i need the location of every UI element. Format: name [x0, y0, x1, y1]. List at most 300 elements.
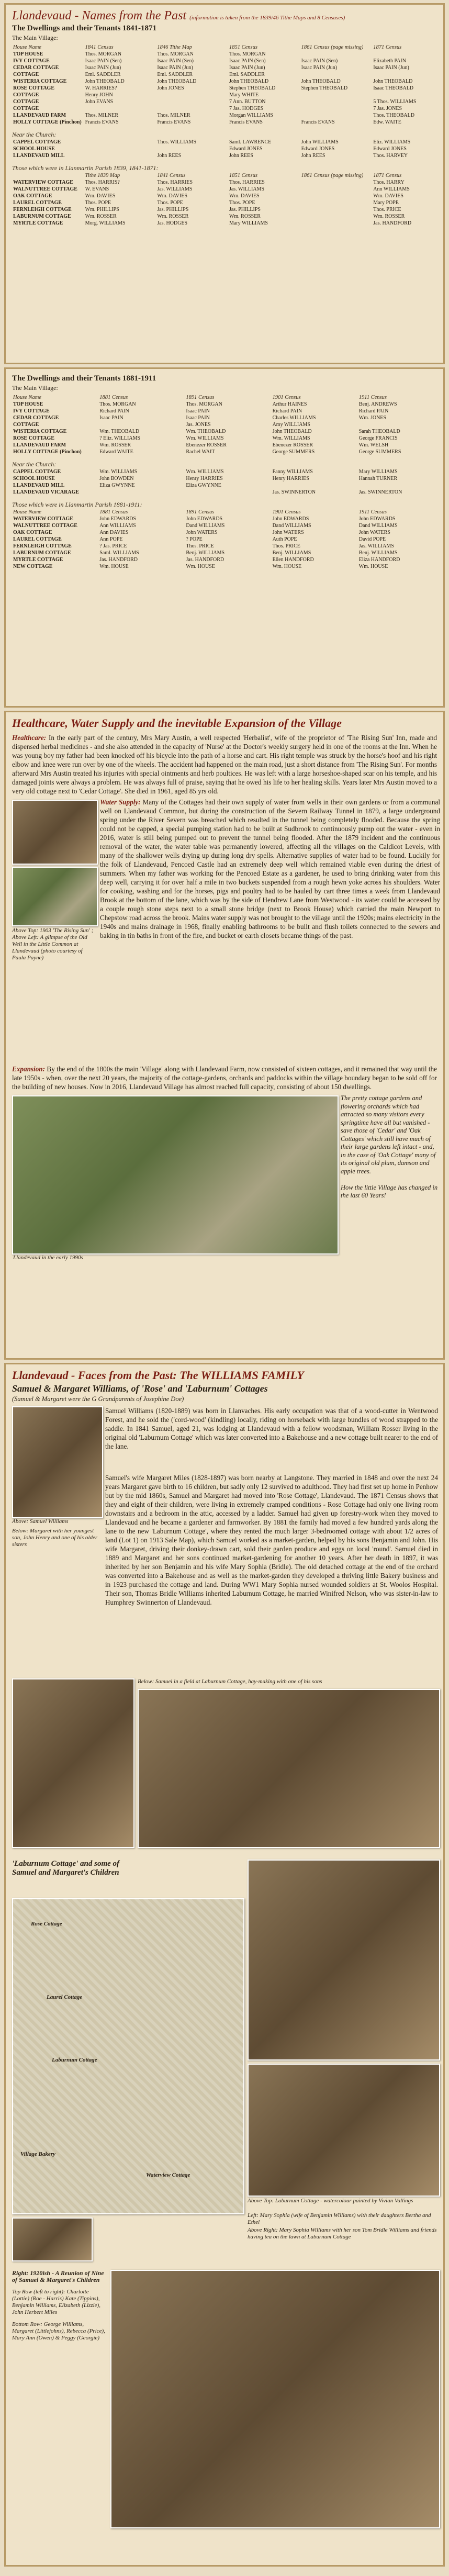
column-header: 1861 Census (page missing) [301, 44, 364, 50]
table-cell: SCHOOL HOUSE [13, 146, 55, 152]
reunion-title: Right: 1920ish - A Reunion of Nine of Samuel & Margaret's Children [12, 2269, 104, 2283]
table-row [12, 550, 444, 556]
table-cell: ? POPE [186, 536, 203, 542]
tea-caption: Above Right: Mary Sophia Williams with her son Tom Bridle Williams and friends having tea on the lawn at Laburnum Cottage [248, 2227, 437, 2240]
table-cell [300, 193, 373, 199]
dwellings-1841-title: The Dwellings and their Tenants 1841-1871 [12, 24, 157, 32]
haymaking-caption: Below: Samuel in a field at Laburnum Cottage, hay-making with one of his sons [138, 1678, 322, 1685]
table-row [12, 408, 444, 415]
table-header-row [12, 44, 444, 51]
column-header: 1901 Census [272, 395, 301, 400]
tenants-1881-table [12, 394, 444, 455]
table-cell: CEDAR COTTAGE [13, 415, 59, 421]
table-cell: Wm. HOUSE [358, 564, 388, 569]
table-cell: Isaac PAIN [99, 415, 124, 421]
table-cell [84, 105, 156, 112]
llanmartin-label-2: Those which were in Llanmartin Parish 1881-1911: [12, 501, 142, 508]
table-row [12, 468, 444, 475]
table-cell: Eml. SADDLER [229, 72, 265, 77]
names-title [6, 5, 443, 23]
table-cell: John WATERS [358, 530, 390, 535]
table-cell: WISTERIA COTTAGE [13, 429, 67, 434]
table-cell: John WATERS [186, 530, 218, 535]
table-row [12, 78, 444, 85]
table-cell: Thos. MILNER [85, 113, 118, 118]
gardens-paragraph [341, 1094, 438, 1200]
table-cell: Fanny WILLIAMS [272, 469, 313, 475]
table-cell [300, 112, 373, 119]
column-header: 1881 Census [99, 509, 128, 515]
table-cell: ROSE COTTAGE [13, 85, 54, 91]
table-cell [300, 179, 373, 186]
margaret-paragraph [105, 1473, 438, 1607]
laurel-cottage-label: Laurel Cottage [47, 1994, 83, 2000]
column-header: 1881 Census [99, 395, 128, 400]
table-header-row [12, 394, 444, 401]
waterview-cottage-label: Waterview Cottage [146, 2172, 190, 2178]
names-title-text: Llandevaud - Names from the Past [12, 9, 187, 23]
table-cell: Eml. SADDLER [157, 72, 193, 77]
table-cell: Francis EVANS [229, 119, 263, 125]
table-cell: Wm. THEOBALD [99, 429, 140, 434]
table-cell: Thos. PRICE [373, 207, 401, 212]
table-cell: LLANDEVAUD VICARAGE [13, 489, 80, 495]
healthcare-lead: Healthcare: [12, 734, 47, 742]
table-cell: Benj. WILLIAMS [186, 550, 225, 556]
expansion-text: By the end of the 1800s the main 'Village' along with Llandevaud Farm, now consisted of sixteen cottages, and it remained that way until the late 1950s - when, over the next 20 years, the majority of the cottage-gardens, orchards and paddocks within the village boundary began to be sold off for the building of new houses. Now in 2016, Llandevaud Village has almost reached full capacity, consisting of about 150 dwellings. [12, 1065, 437, 1091]
table-cell: W. HARRIES? [85, 85, 117, 91]
table-cell: Thos. MORGAN [99, 401, 136, 407]
healthcare-section [4, 711, 445, 1360]
table-row [12, 536, 444, 543]
table-cell: Richard PAIN [272, 408, 302, 414]
table-cell: Thos. POPE [85, 200, 111, 206]
samuel-text: Samuel Williams (1820-1889) was born in Llanvaches. His early occupation was that of a wood-cutter in Wentwood Forest, and he sold the ('cord-wood' (kindling) locally, riding on horseback with large bundles of wood strapped to the saddle. In 1841 Samuel, aged 21, was lodging at Llandevaud with a fellow woodsman, William Rosser living in the original old 'Laburnum Cottage' which was later converted into a Bakehouse and a new cottage built nearer to the end of the lane. [105, 1407, 438, 1450]
table-cell: FERNLEIGH COTTAGE [13, 543, 72, 549]
table-cell [372, 51, 444, 58]
table-cell [98, 421, 185, 428]
table-cell: Jas. HODGES [157, 220, 188, 226]
table-cell: Isaac PAIN (Jun) [157, 65, 193, 71]
table-cell: Richard PAIN [358, 408, 389, 414]
table-cell: CAPPEL COTTAGE [13, 469, 61, 475]
table-cell: 7 Jas. HODGES [229, 106, 264, 111]
table-cell [156, 98, 228, 105]
table-row [12, 206, 444, 213]
names-1881-1911-section [4, 367, 445, 708]
table-cell: Thos. MORGAN [229, 51, 266, 57]
table-cell: Stephen THEOBALD [229, 85, 276, 91]
table-cell [156, 92, 228, 98]
table-cell: Amy WILLIAMS [272, 422, 310, 428]
table-cell: Jas. HANDFORD [373, 220, 412, 226]
table-cell: John REES [157, 153, 182, 159]
column-header: 1891 Census [186, 395, 215, 400]
map-title: 'Laburnum Cottage' and some of Samuel and Margaret's Children [12, 1860, 120, 1877]
table-cell: Henry HARRIES [186, 476, 223, 481]
table-row [12, 442, 444, 449]
table-cell: CAPPEL COTTAGE [13, 139, 61, 145]
laburnum-block [6, 1856, 443, 2265]
table-cell: IVY COTTAGE [13, 408, 50, 414]
table-cell: COTTAGE [13, 106, 39, 111]
column-header: 1891 Census [186, 509, 215, 515]
rising-sun-photo [12, 800, 98, 865]
table-cell: LLANDEVAUD MILL [13, 153, 65, 159]
near-church-label: Near the Church: [12, 131, 57, 138]
table-cell: David POPE [358, 536, 386, 542]
table-cell: NEW COTTAGE [13, 564, 53, 569]
table-cell: Dand WILLIAMS [186, 523, 225, 529]
table-cell: Wm. WELSH [358, 442, 389, 448]
water-text: Many of the Cottages had their own supply of water from wells in their own gardens or from a communal well on Llandevaud Common, but during the construction of the Severn Railway Tunnel in 1879, a large underground spring under the River Severn was breached which resulted in the tunnel being completely flooded. Because the spring could not be capped, a special pumping station had to be built at Sudbrook to continuously pump out the water - even in 2016, water is still being pumped out to prevent the tunnel being flooded. After the 1879 incident and the continuous removal of the water, the water table was permanently lowered, affecting all the villages on the Caldicot Levels, with many of the shallower wells drying up during long dry spells. Alternative supplies of water had to be found. Luckily for the folk of Llandevaud, Pencoed Castle had an extremely deep well which remained viable even during the driest of summers. When my father was working for the Pencoed Estate as a gardener, he used to bring drinking water from this deep well, carrying it for over half a mile in two buckets suspended from a rough hewn yoke across his shoulders. Water for cooking, washing and for the horses, pigs and poultry had to be hauled by cart three times a week from Llandevaud Brook at the bottom of the lane, which was by the side of Hendrew Lane from Westwood - its water could be accessed by a couple rough stone steps next to a small stone bridge (next to Brook House) which carried the main Newport to Chepstow road across the brook. Mains water supply was not brought to the village until the 1920s; mains electricity in the 1940s and mains drainage in 1968, finally enabling bathrooms to be built and flush toilets connected to the sewers and baking in tin baths in front of the fire, and bucket or earth closets became things of the past. [100, 798, 441, 939]
table-cell: Jas. WILLIAMS [157, 186, 193, 192]
table-cell: Edward JONES [301, 146, 335, 152]
table-cell: Thos. PRICE [272, 543, 300, 549]
margaret-caption: Below: Margaret with her youngest son, John Henry and one of his older sisters [12, 1528, 98, 1548]
table-cell: Wm. WILLIAMS [99, 469, 138, 475]
table-cell: Isaac PAIN (Jun) [373, 65, 409, 71]
table-cell: Ellen HANDFORD [272, 557, 314, 563]
table-cell: WALNUTTREE COTTAGE [13, 186, 77, 192]
healthcare-text: In the early part of the century, Mrs Mary Austin, a well respected 'Herbalist', wife of the proprietor of 'The Rising Sun' Inn, made and dispensed herbal medicines - and she also attended in the capacity of 'Nurse' at the Doctor's weekly surgery held in one of the rooms at the Inn. When he was young boy my father had been knocked off his bicycle into the path of a horse and cart. His right temple was struck by the horse's hoof and his right elbow and knee were run over by one of the wheels. The accident had happened on the main road, just a short distance from 'The Rising Sun'. For months afterward Mrs Austin treated his injuries with special ointments and herb poultices. He was left with a large horseshoe-shaped scar on his temple, and his damaged joints were always a problem. He was always full of praise, saying that he owed his life to her healing skills. Years later Mrs Austin moved to a very old cottage next to 'Cedar Cottage'. She died in 1961, aged 85 yrs old. [12, 734, 437, 795]
reunion-top-row: Top Row (left to right): Charlotte (Lottie) (Roe - Harris) Kate (Tippins), Benjamin Williams, Elizabeth (Lizzie), John Herbert Miles [12, 2289, 100, 2315]
table-cell: COTTAGE [13, 92, 39, 98]
village-bakery-label: Village Bakery [20, 2151, 55, 2157]
table-cell: LLANDEVAUD FARM [13, 113, 66, 118]
dwellings-1881-title: The Dwellings and their Tenants 1881-1911 [12, 374, 156, 383]
table-cell: WISTERIA COTTAGE [13, 79, 67, 84]
table-cell: John EDWARDS [272, 516, 309, 522]
table-cell: John THEOBALD [272, 429, 312, 434]
table-cell: Jas. WILLIAMS [229, 186, 264, 192]
table-cell: John EDWARDS [186, 516, 223, 522]
table-cell: Wm. WILLIAMS [186, 435, 224, 441]
table-cell [84, 152, 156, 159]
table-cell: Francis EVANS [301, 119, 335, 125]
table-row [12, 449, 444, 455]
church-1841-table [12, 139, 444, 159]
column-header: 1841 Census [157, 173, 186, 178]
table-cell: Dand WILLIAMS [272, 523, 311, 529]
table-cell: Thos. MILNER [157, 113, 190, 118]
table-cell: Ann WILLIAMS [99, 523, 136, 529]
table-cell: Morgan WILLIAMS [229, 113, 273, 118]
table-cell: SCHOOL HOUSE [13, 476, 55, 481]
table-row [12, 522, 444, 529]
table-cell: Ebenezer ROSSER [272, 442, 313, 448]
table-cell: OAK COTTAGE [13, 530, 52, 535]
table-cell: Hannah TURNER [358, 476, 398, 481]
table-row [12, 139, 444, 145]
table-cell: WATERVIEW COTTAGE [13, 516, 73, 522]
table-cell: Thos. HARRIS? [85, 180, 120, 185]
column-header: 1851 Census [229, 44, 257, 50]
table-row [12, 51, 444, 58]
column-header: 1911 Census [358, 395, 387, 400]
table-cell: Benj. WILLIAMS [358, 550, 398, 556]
family-title: Llandevaud - Faces from the Past: The WILLIAMS FAMILY [12, 1369, 304, 1382]
table-cell: HOLLY COTTAGE (Pinchon) [13, 449, 82, 455]
table-cell: Saml. WILLIAMS [99, 550, 139, 556]
table-cell: Thos. THEOBALD [373, 113, 414, 118]
table-row [12, 92, 444, 98]
table-cell: W. EVANS [85, 186, 109, 192]
column-header: 1871 Census [373, 173, 402, 178]
table-cell: CEDAR COTTAGE [13, 65, 59, 71]
table-cell: 7 Ann. BUTTON [229, 99, 266, 105]
table-cell: Jas. HANDFORD [99, 557, 138, 563]
table-cell: Morg. WILLIAMS [85, 220, 126, 226]
table-cell: Thos. MORGAN [157, 51, 194, 57]
table-row [12, 435, 444, 442]
table-cell [98, 489, 185, 496]
table-cell: Thos. HARRY [373, 180, 405, 185]
table-row [12, 543, 444, 550]
column-header: 1911 Census [358, 509, 387, 515]
reunion-photo [110, 2270, 440, 2528]
table-cell: ROSE COTTAGE [13, 435, 54, 441]
table-row [12, 58, 444, 64]
table-cell: Sarah THEOBALD [358, 429, 400, 434]
column-header: Tithe 1839 Map [85, 173, 120, 178]
mary-sophia-daughters-photo [12, 2217, 93, 2261]
llanmartin-1881-table [12, 509, 444, 570]
table-cell [185, 489, 271, 496]
table-cell: Dand WILLIAMS [358, 523, 398, 529]
table-row [12, 556, 444, 563]
table-cell [300, 206, 373, 213]
table-cell: Rachel WAIT [186, 449, 215, 455]
table-cell: Thos. MORGAN [186, 401, 222, 407]
names-title-note: (information is taken from the 1839/46 Tithe Maps and 8 Censuses) [189, 15, 345, 21]
margaret-photo [12, 1678, 134, 1848]
table-cell: Thos. HARVEY [373, 153, 408, 159]
table-cell [300, 220, 373, 227]
table-cell: Isaac PAIN (Sen) [229, 58, 266, 64]
expansion-paragraph [6, 1063, 443, 1092]
table-cell: Wm. ROSSER [229, 214, 261, 219]
table-cell: Isaac PAIN (Jun) [85, 65, 121, 71]
table-cell: OAK COTTAGE [13, 193, 52, 199]
family-subtitle: Samuel & Margaret Williams, of 'Rose' and 'Laburnum' Cottages [12, 1383, 268, 1394]
table-cell: John WILLIAMS [301, 139, 339, 145]
column-header: House Name [13, 44, 41, 50]
table-cell: Isaac PAIN [186, 415, 210, 421]
laburnum-watercolour [248, 1860, 440, 2060]
table-cell: WALNUTTREE COTTAGE [13, 523, 77, 529]
tenants-1841-table [12, 44, 444, 126]
llanmartin-label: Those which were in Llanmartin Parish 1839, 1841-1871: [12, 164, 159, 172]
table-row [12, 179, 444, 186]
table-cell: Jas. SWINNERTON [272, 489, 316, 495]
table-row [12, 475, 444, 482]
table-row [12, 516, 444, 522]
table-cell: Thos. POPE [229, 200, 255, 206]
table-cell [372, 71, 444, 78]
church-1881-table [12, 468, 444, 496]
table-cell: COTTAGE [13, 422, 39, 428]
table-row [12, 186, 444, 193]
table-cell: John WATERS [272, 530, 304, 535]
table-cell: Thos. POPE [157, 200, 183, 206]
expansion-lead: Expansion: [12, 1065, 46, 1073]
table-row [12, 199, 444, 206]
table-row [12, 119, 444, 126]
table-cell: Elizabeth PAIN [373, 58, 406, 64]
main-village-label: The Main Village: [12, 34, 58, 41]
table-cell [156, 145, 228, 152]
table-cell: Edward JONES [229, 146, 263, 152]
table-cell [300, 213, 373, 220]
table-cell: Arthur HAINES [272, 401, 307, 407]
water-block [6, 797, 443, 1043]
column-header: 1861 Census (page missing) [301, 173, 364, 178]
table-cell: Eliza GWYNNE [186, 483, 221, 488]
table-cell: Thos. HARRIES [157, 180, 193, 185]
table-cell: Mary POPE [373, 200, 399, 206]
table-row [12, 213, 444, 220]
table-cell: Isaac THEOBALD [373, 85, 414, 91]
table-cell: Wm. ROSSER [99, 442, 131, 448]
table-cell: Wm. PHILLIPS [85, 207, 119, 212]
llanmartin-1841-table [12, 172, 444, 227]
table-cell: Richard PAIN [99, 408, 129, 414]
table-cell: Wm. HOUSE [186, 564, 215, 569]
table-header-row [12, 509, 444, 516]
table-row [12, 85, 444, 92]
table-cell [372, 92, 444, 98]
table-cell: George FRANCIS [358, 435, 398, 441]
table-cell: John THEOBALD [157, 79, 197, 84]
table-cell [84, 145, 156, 152]
table-row [12, 220, 444, 227]
table-row [12, 489, 444, 496]
table-cell: Eliza GWYNNE [99, 483, 135, 488]
main-village-label-2: The Main Village: [12, 384, 58, 391]
table-cell: Charles WILLIAMS [272, 415, 316, 421]
table-cell: MYRTLE COTTAGE [13, 557, 63, 563]
column-header: 1841 Census [85, 44, 114, 50]
table-cell: John EDWARDS [99, 516, 136, 522]
table-cell: Stephen THEOBALD [301, 85, 348, 91]
table-cell: Isaac PAIN [186, 408, 210, 414]
table-cell: John EDWARDS [358, 516, 396, 522]
table-cell: John REES [229, 153, 253, 159]
healthcare-title: Healthcare, Water Supply and the inevitable Expansion of the Village [12, 716, 342, 730]
table-row [12, 152, 444, 159]
samuel-paragraph [105, 1406, 438, 1451]
table-cell: Ann POPE [99, 536, 123, 542]
samuel-caption: Above: Samuel Williams [12, 1518, 69, 1525]
table-cell: Ann WILLIAMS [373, 186, 410, 192]
table-row [12, 415, 444, 421]
table-cell: John JONES [157, 85, 184, 91]
table-cell [272, 482, 358, 489]
watercolour-caption: Above Top: Laburnum Cottage - watercolour painted by Vivian Vallings [248, 2198, 413, 2204]
column-header: 1846 Tithe Map [157, 44, 192, 50]
table-cell: Wm. WILLIAMS [186, 469, 224, 475]
table-cell: Wm. HOUSE [272, 564, 302, 569]
reunion-caption-box [12, 2270, 106, 2342]
table-cell: Mary WILLIAMS [358, 469, 398, 475]
table-cell: TOP HOUSE [13, 51, 43, 57]
column-header: 1901 Census [272, 509, 301, 515]
williams-family-section [4, 1363, 445, 2567]
table-cell: John REES [301, 153, 325, 159]
column-header: House Name [13, 509, 41, 515]
table-cell: WATERVIEW COTTAGE [13, 180, 73, 185]
haymaking-photo [138, 1689, 440, 1848]
table-cell: Eliza HANDFORD [358, 557, 400, 563]
village-map [12, 1898, 244, 2214]
table-cell: Eml. SADDLER [85, 72, 121, 77]
table-cell: LABURNUM COTTAGE [13, 214, 71, 219]
expansion-block [6, 1092, 443, 1265]
table-cell [84, 139, 156, 145]
table-row [12, 529, 444, 536]
table-cell: Auth POPE [272, 536, 297, 542]
table-cell: Wm. JONES [358, 415, 386, 421]
table-cell: John THEOBALD [85, 79, 125, 84]
table-cell [300, 105, 373, 112]
tea-lawn-photo [248, 2064, 440, 2197]
names-1841-1871-section [4, 3, 445, 364]
table-cell [358, 421, 444, 428]
table-cell: Benj. ANDREWS [358, 401, 397, 407]
table-cell: TOP HOUSE [13, 401, 43, 407]
table-cell: Thos. MORGAN [85, 51, 122, 57]
table-cell: Jas. JONES [186, 422, 211, 428]
table-cell [300, 199, 373, 206]
table-row [12, 105, 444, 112]
laburnum-cottage-label: Laburnum Cottage [52, 2057, 97, 2063]
changed-text: How the little Village has changed in the last 60 Years! [341, 1183, 438, 1199]
table-cell: Francis EVANS [157, 119, 191, 125]
table-cell: George SUMMERS [358, 449, 401, 455]
table-cell: Wm. HOUSE [99, 564, 129, 569]
table-cell [300, 186, 373, 193]
table-cell: Ann DAVIES [99, 530, 129, 535]
table-cell: Henry HARRIES [272, 476, 309, 481]
table-cell: Isaac PAIN (Jun) [301, 65, 338, 71]
table-cell: Henry JOHN [85, 92, 113, 98]
table-cell: Wm. THEOBALD [186, 429, 226, 434]
table-row [12, 401, 444, 408]
table-cell: Thos. WILLIAMS [157, 139, 197, 145]
gardens-text: The pretty cottage gardens and flowering orchards which had attracted so many visitors every springtime have all but vanished - save those of 'Cedar' and 'Oak Cottages' which still have much of their large gardens left intact - and, in the case of 'Oak Cottage' many of its original old plum, damson and apple trees. [341, 1094, 436, 1175]
table-row [12, 428, 444, 435]
column-header [12, 172, 84, 179]
column-header: 1871 Census [373, 44, 402, 50]
table-cell: Jas. PHILLIPS [229, 207, 261, 212]
table-row [12, 421, 444, 428]
table-cell: Jas. SWINNERTON [358, 489, 402, 495]
healthcare-paragraph [6, 732, 443, 797]
table-cell: John THEOBALD [301, 79, 341, 84]
table-cell: COTTAGE [13, 99, 39, 105]
table-cell [300, 51, 373, 58]
table-cell: John EVANS [85, 99, 114, 105]
table-cell: COTTAGE [13, 72, 39, 77]
table-row [12, 64, 444, 71]
family-subtitle-2: (Samuel & Margaret were the G Grandparents of Josephine Doe) [12, 1395, 184, 1403]
reunion-block [6, 2265, 443, 2537]
table-cell: Wm. WILLIAMS [272, 435, 310, 441]
table-cell: Wm. ROSSER [85, 214, 117, 219]
table-cell: Wm. ROSSER [373, 214, 405, 219]
table-row [12, 71, 444, 78]
